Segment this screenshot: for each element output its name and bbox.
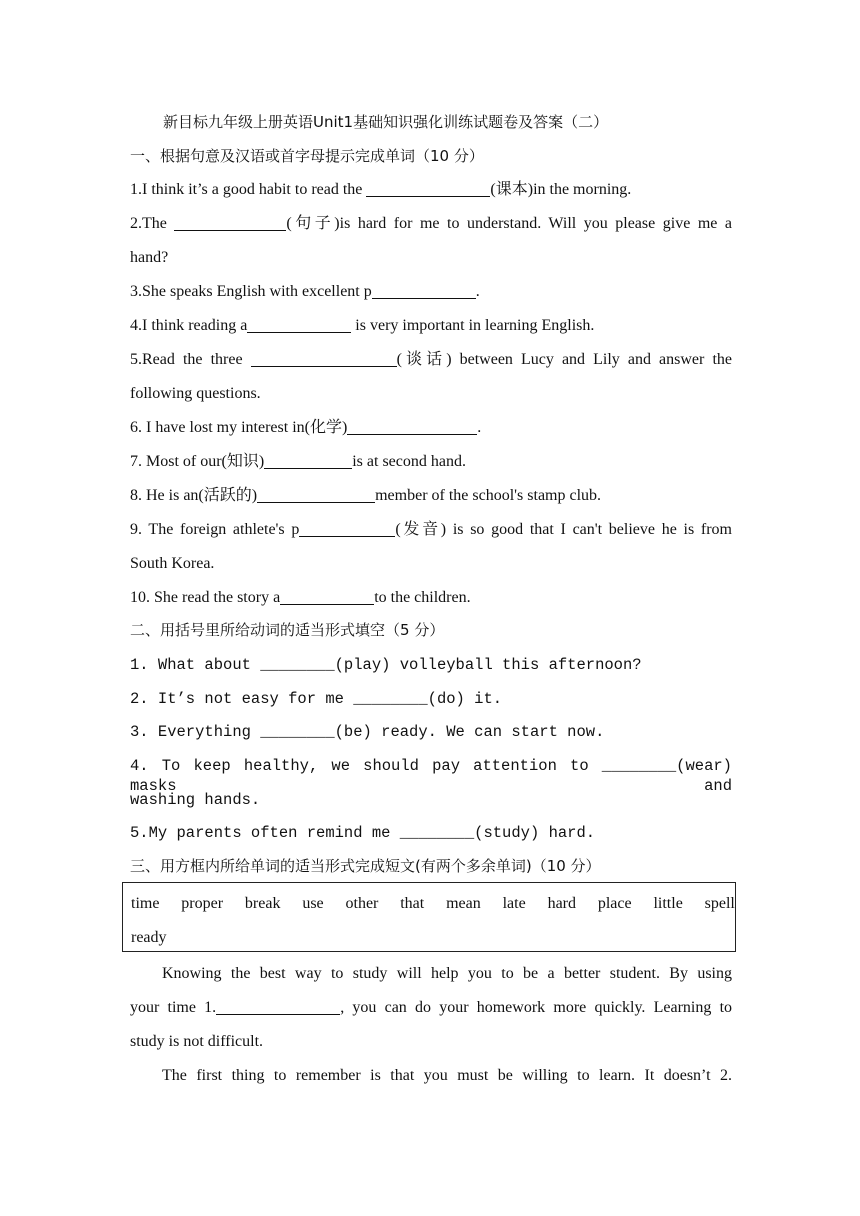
question-1-9-cont: South Korea.	[130, 555, 215, 572]
question-2-4-cont: washing hands.	[130, 791, 261, 809]
section2-heading: 二、用括号里所给动词的适当形式填空（5 分）	[130, 621, 445, 639]
question-1-9: 9. The foreign athlete's p (发音) is so good that I can't believe he is from	[130, 521, 732, 538]
question-2-4: 4. To keep healthy, we should pay attention to ________(wear) masks and	[130, 757, 732, 795]
word-bank-row	[131, 894, 735, 914]
question-2-2: 2. It’s not easy for me ________(do) it.	[130, 690, 503, 708]
answer-blank[interactable]	[174, 214, 286, 231]
question-1-2-cont: hand?	[130, 249, 169, 266]
answer-blank[interactable]	[347, 418, 477, 435]
passage-line-3: study is not difficult.	[130, 1033, 264, 1050]
word-bank-word: proper	[181, 895, 224, 912]
word-bank-word: that	[400, 895, 425, 912]
answer-blank[interactable]	[299, 520, 395, 537]
answer-blank[interactable]	[280, 588, 374, 605]
answer-blank[interactable]	[264, 452, 352, 469]
word-bank-word: time	[131, 895, 160, 912]
word-bank-word: spell	[704, 895, 735, 912]
question-1-5-cont: following questions.	[130, 385, 261, 402]
passage-line-2: your time 1. , you can do your homework more quickly. Learning to	[130, 999, 733, 1016]
answer-blank[interactable]	[251, 350, 397, 367]
question-1-7: 7. Most of our(知识) is at second hand.	[130, 453, 466, 470]
section1-heading: 一、根据句意及汉语或首字母提示完成单词（10 分）	[130, 147, 484, 165]
question-2-3: 3. Everything ________(be) ready. We can start now.	[130, 723, 605, 741]
question-1-10: 10. She read the story a to the children.	[130, 589, 471, 606]
answer-blank[interactable]	[247, 316, 351, 333]
question-1-8: 8. He is an(活跃的) member of the school's stamp club.	[130, 487, 602, 504]
document-title: 新目标九年级上册英语Unit1基础知识强化训练试题卷及答案（二）	[163, 113, 609, 131]
question-1-5: 5.Read the three (谈话) between Lucy and Lily and answer the	[130, 351, 732, 368]
question-1-2: 2.The (句子)is hard for me to understand. Will you please give me a	[130, 215, 733, 232]
passage-line-1: Knowing the best way to study will help you to be a better student. By using	[162, 965, 732, 982]
word-bank-word: ready	[131, 929, 167, 946]
passage-line-4: The first thing to remember is that you must be willing to learn. It doesn’t 2.	[162, 1067, 732, 1084]
word-bank-word: use	[302, 895, 324, 912]
word-bank-word: break	[244, 895, 281, 912]
word-bank-word: place	[597, 895, 632, 912]
section3-heading: 三、用方框内所给单词的适当形式完成短文(有两个多余单词)（10 分）	[130, 857, 601, 875]
question-1-3: 3.She speaks English with excellent p .	[130, 283, 480, 300]
answer-blank[interactable]	[372, 282, 476, 299]
word-bank-word: other	[345, 895, 379, 912]
answer-blank[interactable]	[216, 998, 340, 1015]
word-bank-word: little	[653, 895, 683, 912]
question-1-6: 6. I have lost my interest in(化学) .	[130, 419, 482, 436]
answer-blank[interactable]	[257, 486, 375, 503]
question-2-1: 1. What about ________(play) volleyball this afternoon?	[130, 656, 642, 674]
word-bank-word: late	[502, 895, 526, 912]
question-1-4: 4.I think reading a is very important in learning English.	[130, 317, 595, 334]
answer-blank[interactable]	[366, 180, 490, 197]
word-bank-box	[122, 882, 736, 952]
word-bank-word: hard	[547, 895, 576, 912]
word-bank-word: mean	[446, 895, 481, 912]
question-2-5: 5.My parents often remind me ________(study) hard.	[130, 824, 596, 842]
question-1-1: 1.I think it’s a good habit to read the (课本)in the morning.	[130, 181, 632, 198]
